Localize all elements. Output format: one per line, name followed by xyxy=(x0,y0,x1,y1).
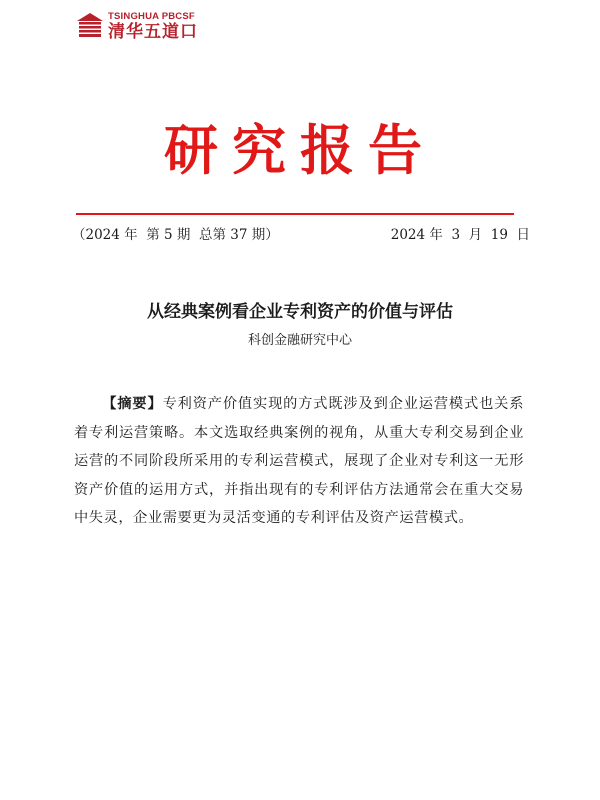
building-logo-icon xyxy=(76,12,104,40)
logo-english-text: TSINGHUA PBCSF xyxy=(108,11,195,22)
document-author: 科创金融研究中心 xyxy=(247,333,352,348)
report-heading: 研究报告 xyxy=(164,118,436,182)
document-title: 从经典案例看企业专利资产的价值与评估 xyxy=(147,302,453,322)
issue-date: 2024 年 3 月 19 日 xyxy=(390,227,530,243)
logo-chinese-text: 清华五道口 xyxy=(108,21,198,42)
red-divider xyxy=(76,213,514,215)
abstract-text: 专利资产价值实现的方式既涉及到企业运营模式也关系着专利运营策略。本文选取经典案例的视角，从重大专利交易到企业运营的不同阶段所采用的专利运营模式，展现了企业对专利这一无形资产价值的运用方式，并指出现有的专利评估方法通常会在重大交易中失灵，企业需要更为灵活变通的专利评估及资产运营模式。 xyxy=(74,396,524,526)
abstract-paragraph xyxy=(74,390,524,533)
abstract-label: 【摘要】 xyxy=(102,396,163,412)
institution-logo xyxy=(76,12,198,41)
issue-number: （2024 年 第 5 期 总第 37 期） xyxy=(72,227,279,243)
